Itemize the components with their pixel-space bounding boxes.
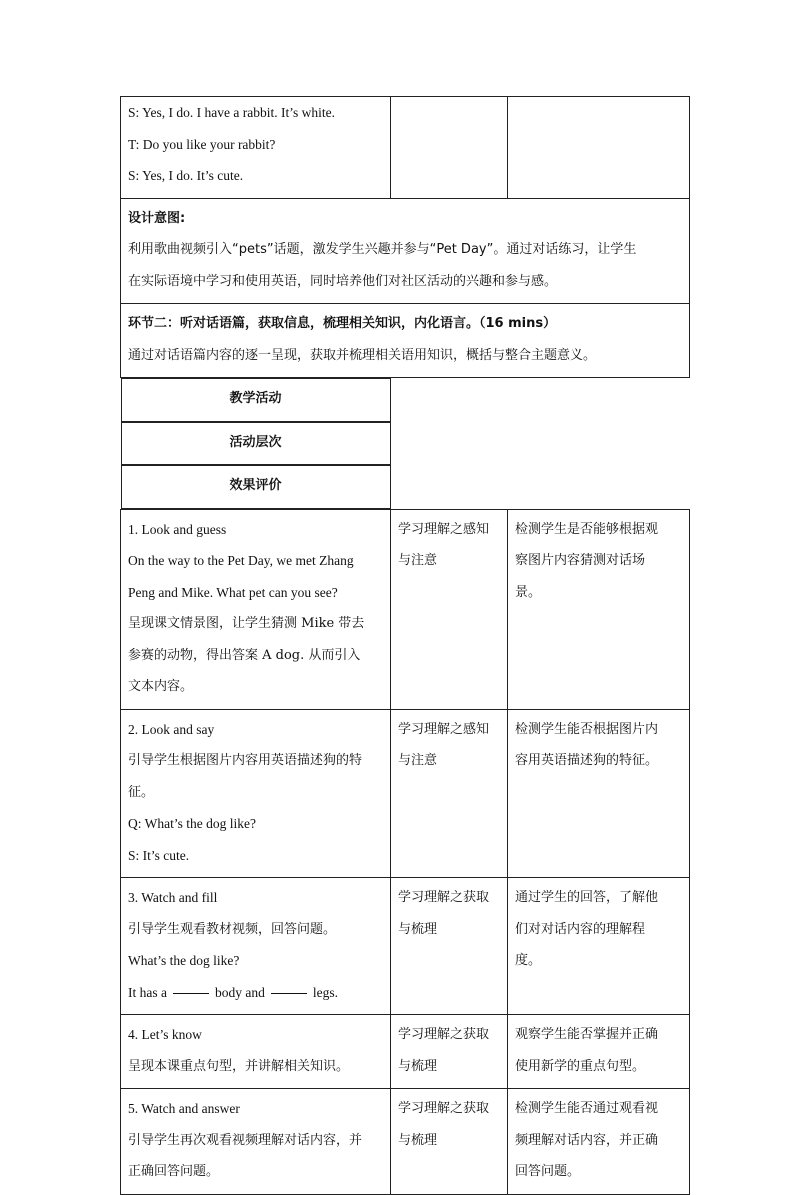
activity-line: Q: What’s the dog like? [128,816,256,831]
activity-line: 引导学生再次观看视频理解对话内容，并 [128,1132,363,1148]
blank-line [173,992,209,994]
section-heading: 环节二：听对话语篇，获取信息，梳理相关知识，内化语言。（16 mins） [128,316,557,331]
activity-line: S: It’s cute. [128,847,190,863]
evaluation-line: 频理解对话内容，并正确 [515,1132,659,1148]
header-row [121,378,690,510]
evaluation-cell [508,709,690,878]
section-row [121,304,690,378]
table-row [121,509,690,709]
activity-line: 呈现课文情景图，让学生猜测 Mike 带去 [128,616,365,631]
activity-line: 征。 [128,784,155,800]
level-line: 学习理解之感知 [398,521,490,537]
activity-line: 正确回答问题。 [128,1164,220,1179]
activity-title: 4. Let’s know [128,1027,202,1042]
activity-cell [121,878,391,1015]
evaluation-line: 们对对话内容的理解程 [515,921,646,937]
activity-line: 呈现本课重点句型，并讲解相关知识。 [128,1058,350,1074]
level-line: 与梳理 [398,921,438,937]
activity-title: 2. Look and say [128,721,215,737]
activity-line: On the way to the Pet Day, we met Zhang [128,553,354,568]
evaluation-cell [508,97,690,199]
header-level: 活动层次 [121,422,391,466]
design-intent-heading: 设计意图: [128,210,186,226]
dialogue-line: T: Do you like your rabbit? [128,136,276,152]
header-activity: 教学活动 [121,378,391,422]
activity-line: What’s the dog like? [128,953,240,968]
level-cell [391,1089,508,1195]
activity-cell [121,709,391,878]
evaluation-cell [508,1015,690,1089]
activity-title: 3. Watch and fill [128,890,218,905]
table-row [121,1015,690,1089]
level-line: 与梳理 [398,1058,438,1074]
level-line: 与梳理 [398,1132,438,1148]
fill-sentence-part: body and [214,984,265,1000]
activity-line: 引导学生根据图片内容用英语描述狗的特 [128,753,363,768]
activity-title: 1. Look and guess [128,521,227,537]
evaluation-cell [508,509,690,709]
evaluation-line: 景。 [515,584,542,600]
table-row [121,709,690,878]
evaluation-line: 回答问题。 [515,1164,581,1179]
dialogue-line: S: Yes, I do. I have a rabbit. It’s white. [128,105,335,120]
section-summary: 通过对话语篇内容的逐一呈现，获取并梳理相关语用知识，概括与整合主题意义。 [128,347,597,363]
level-cell [391,509,508,709]
level-cell [391,709,508,878]
evaluation-line: 检测学生能否通过观看视 [515,1101,659,1116]
evaluation-line: 容用英语描述狗的特征。 [515,753,659,768]
activity-line: 引导学生观看教材视频，回答问题。 [128,921,337,937]
activity-cell [121,97,391,199]
activity-cell [121,1089,391,1195]
level-line: 学习理解之获取 [398,1027,490,1042]
header-evaluation: 效果评价 [121,465,391,509]
table-row [121,1089,690,1195]
table-row [121,878,690,1015]
evaluation-cell [508,878,690,1015]
dialogue-line: S: Yes, I do. It’s cute. [128,168,244,183]
level-line: 学习理解之获取 [398,890,490,905]
activity-line: Peng and Mike. What pet can you see? [128,584,338,600]
level-line: 学习理解之获取 [398,1101,490,1116]
fill-sentence-part: legs. [312,984,338,1000]
evaluation-cell [508,1089,690,1195]
evaluation-line: 使用新学的重点句型。 [515,1058,646,1074]
evaluation-line: 通过学生的回答，了解他 [515,890,659,905]
evaluation-line: 检测学生是否能够根据观 [515,521,659,537]
evaluation-line: 察图片内容猜测对话场 [515,553,646,568]
activity-cell [121,1015,391,1089]
design-intent-line: 在实际语境中学习和使用英语，同时培养他们对社区活动的兴趣和参与感。 [128,273,558,289]
level-line: 学习理解之感知 [398,721,490,737]
level-cell [391,878,508,1015]
evaluation-line: 检测学生能否根据图片内 [515,721,659,737]
activity-title: 5. Watch and answer [128,1101,240,1116]
fill-sentence-part: It has a [128,984,167,1000]
activity-cell [121,509,391,709]
level-line: 与注意 [398,553,438,568]
activity-line: 文本内容。 [128,679,194,694]
evaluation-line: 度。 [515,953,542,968]
lesson-plan-table [120,96,690,1195]
table-row [121,97,690,199]
evaluation-line: 观察学生能否掌握并正确 [515,1027,659,1042]
blank-line [271,992,307,994]
level-cell [391,97,508,199]
activity-line: 参赛的动物，得出答案 A dog. 从而引入 [128,647,361,663]
fill-blank-sentence [128,977,383,1009]
section-cell [121,304,690,378]
design-intent-line: 利用歌曲视频引入“pets”话题，激发学生兴趣并参与“Pet Day”。通过对话练习，让学生 [128,242,637,257]
level-line: 与注意 [398,753,438,768]
design-intent-row [121,198,690,304]
level-cell [391,1015,508,1089]
design-intent-cell [121,198,690,304]
